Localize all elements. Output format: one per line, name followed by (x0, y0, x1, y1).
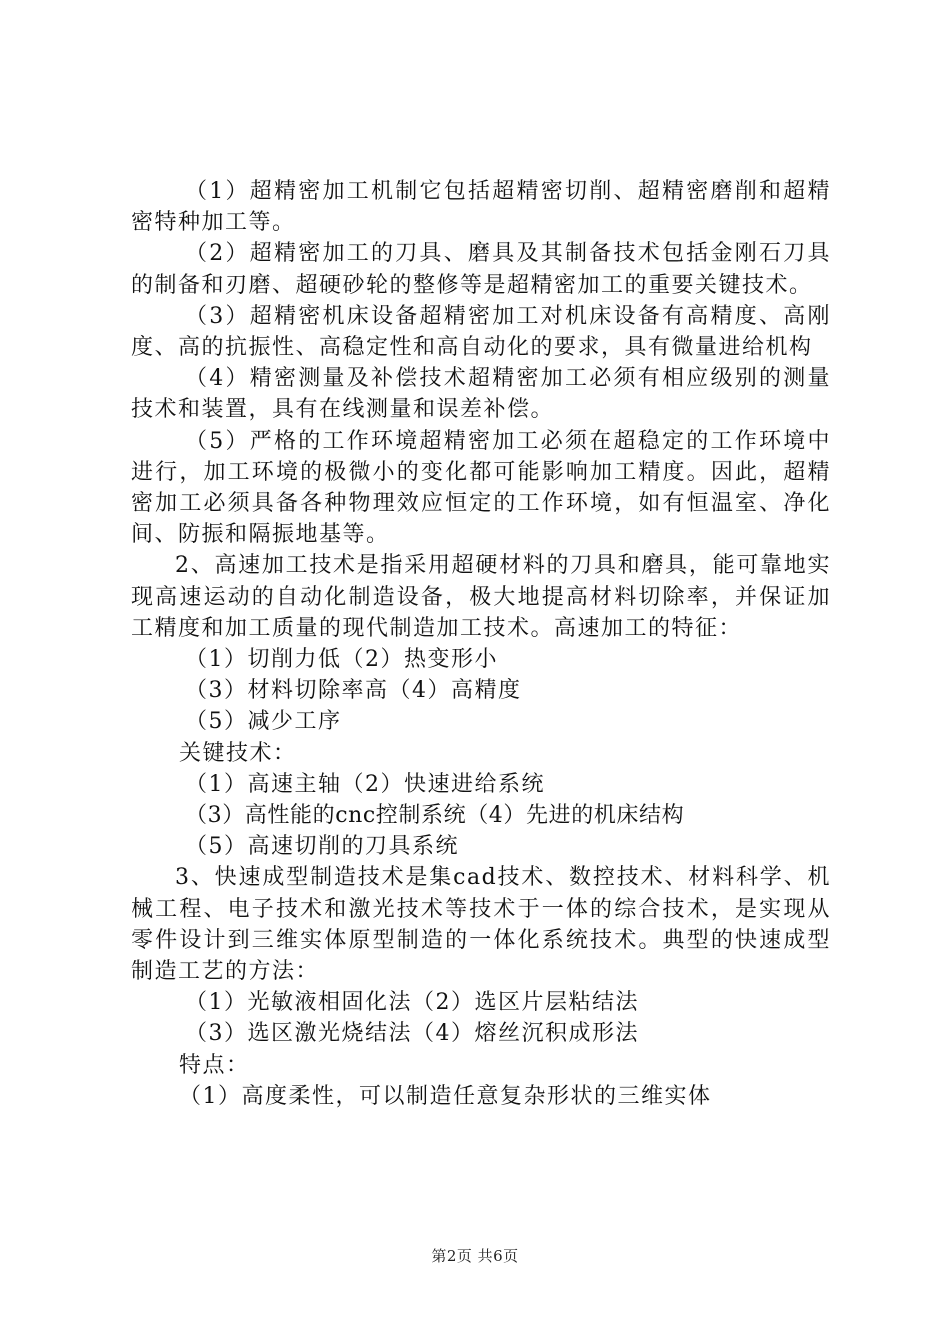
list-item: （1）高度柔性，可以制造任意复杂形状的三维实体 (179, 1083, 712, 1109)
paragraph-high-speed-machining: 2、高速加工技术是指采用超硬材料的刀具和磨具，能可靠地实现高速运动的自动化制造设备，极大地提高材料切除率，并保证加工精度和加工质量的现代制造加工技术。高速加工的特征： (131, 553, 831, 641)
list-item: （3）选区激光烧结法（4）熔丝沉积成形法 (185, 1021, 639, 1047)
paragraph-rapid-prototyping: 3、快速成型制造技术是集cad技术、数控技术、材料科学、机械工程、电子技术和激光技术等技术于一体的综合技术，是实现从零件设计到三维实体原型制造的一体化系统技术。典型的快速成型制造工艺的方法： (131, 865, 831, 985)
features-heading: 特点： (179, 1052, 250, 1078)
list-item: （1）高速主轴（2）快速进给系统 (185, 771, 545, 797)
paragraph-precision-mechanism: （1）超精密加工机制它包括超精密切削、超精密磨削和超精密特种加工等。 (131, 179, 831, 236)
list-item: （1）切削力低（2）热变形小 (185, 647, 498, 673)
page-number-footer: 第2页 共6页 (431, 1247, 519, 1265)
paragraph-precision-machine: （3）超精密机床设备超精密加工对机床设备有高精度、高刚度、高的抗振性、高稳定性和高自动化的要求，具有微量进给机构 (131, 303, 831, 361)
paragraph-precision-tools: （2）超精密加工的刀具、磨具及其制备技术包括金刚石刀具的制备和刃磨、超硬砂轮的整修等是超精密加工的重要关键技术。 (131, 241, 831, 298)
list-item: （3）高性能的cnc控制系统（4）先进的机床结构 (185, 803, 685, 829)
list-item: （3）材料切除率高（4）高精度 (185, 678, 522, 704)
paragraph-precision-measurement: （4）精密测量及补偿技术超精密加工必须有相应级别的测量技术和装置，具有在线测量和误差补偿。 (131, 366, 831, 423)
list-item: （1）光敏液相固化法（2）选区片层粘结法 (185, 990, 639, 1016)
list-item: （5）高速切削的刀具系统 (185, 834, 459, 860)
paragraph-precision-environment: （5）严格的工作环境超精密加工必须在超稳定的工作环境中进行，加工环境的极微小的变化都可能影响加工精度。因此，超精密加工必须具备各种物理效应恒定的工作环境，如有恒温室、净化间、防振和隔振地基等。 (131, 428, 831, 548)
document-body (131, 176, 831, 1112)
list-item: （5）减少工序 (185, 709, 342, 735)
key-technology-heading: 关键技术： (179, 740, 297, 766)
